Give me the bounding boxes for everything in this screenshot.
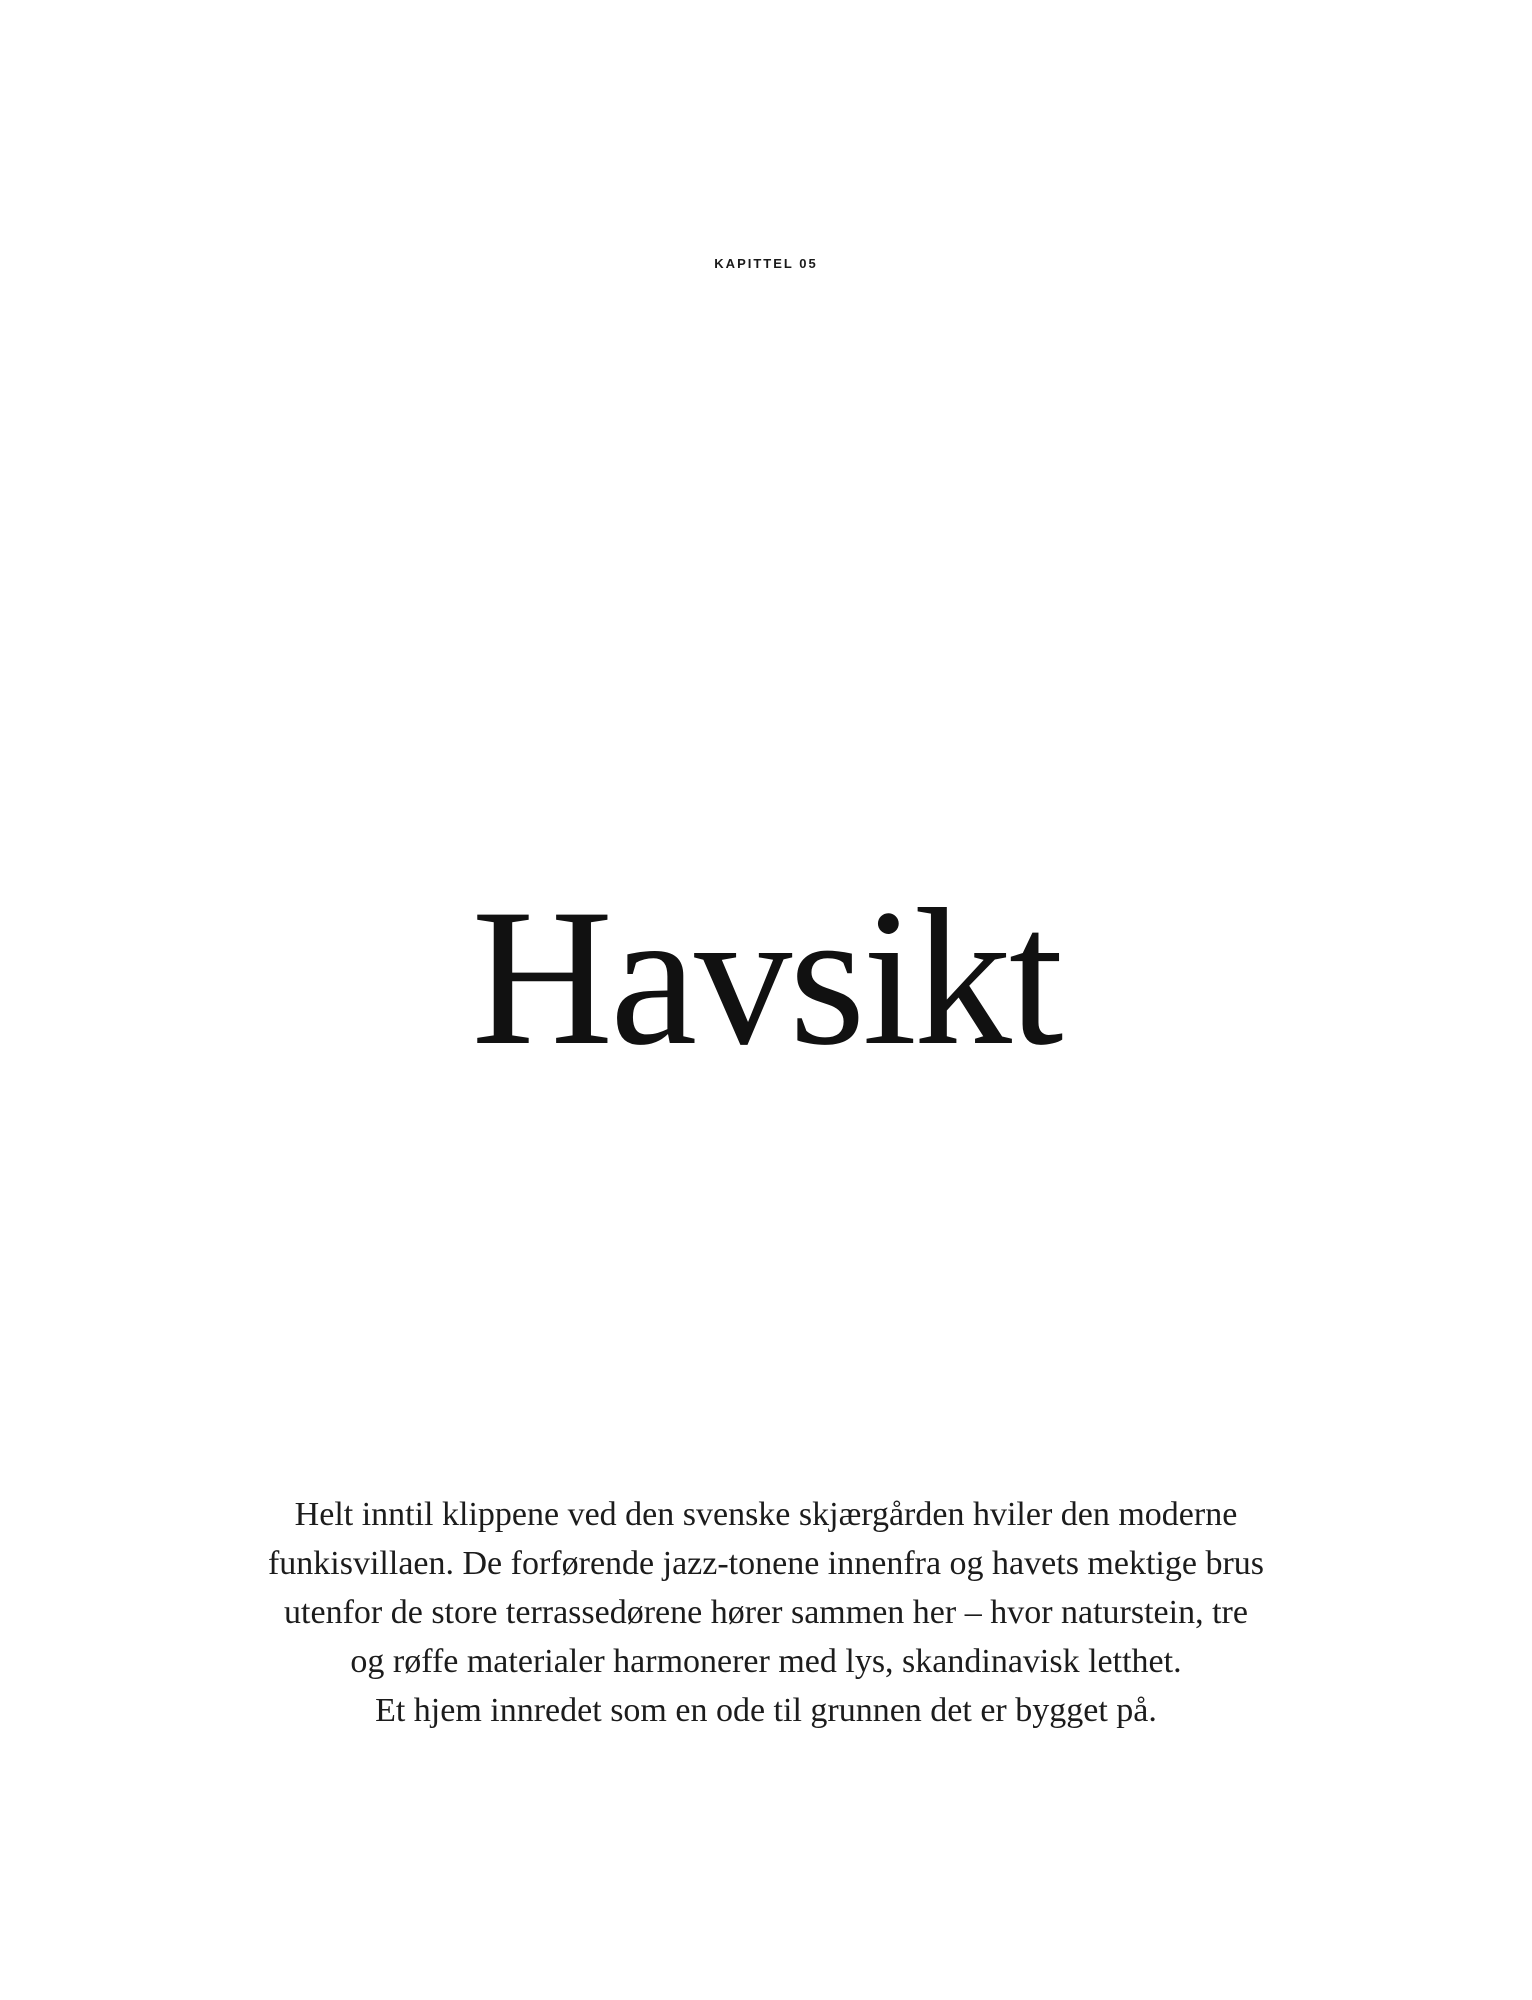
intro-line: og røffe materialer harmonerer med lys, skandinavisk letthet. xyxy=(350,1643,1182,1680)
chapter-title: Havsikt xyxy=(471,869,1061,1086)
intro-line: funkisvillaen. De forførende jazz-tonene innenfra og havets mektige brus xyxy=(267,1545,1264,1582)
intro-line: utenfor de store terrassedørene hører sammen her – hvor naturstein, tre xyxy=(284,1594,1248,1631)
intro-line: Et hjem innredet som en ode til grunnen det er bygget på. xyxy=(375,1692,1157,1729)
chapter-label: KAPITTEL 05 xyxy=(714,256,818,271)
intro-paragraph xyxy=(166,1490,1366,1735)
intro-line: Helt inntil klippene ved den svenske skjærgården hviler den moderne xyxy=(294,1496,1238,1533)
